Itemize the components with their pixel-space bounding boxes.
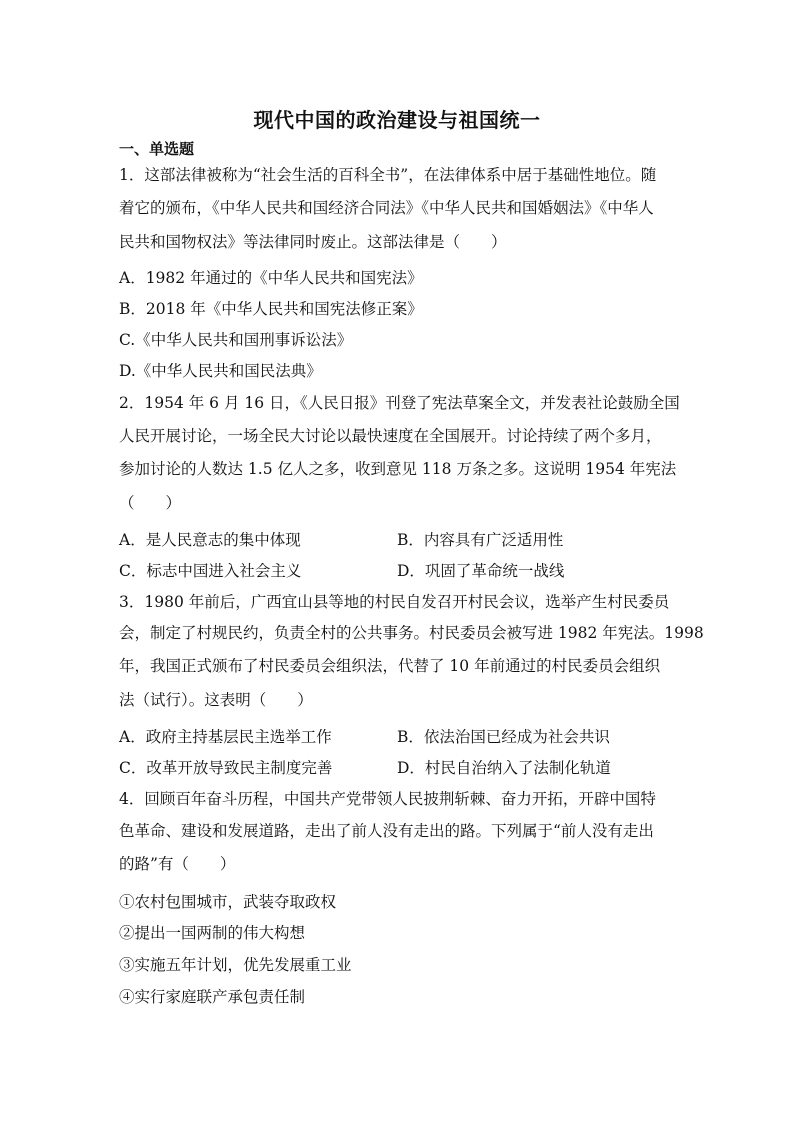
q4-line-1: 4．回顾百年奋斗历程，中国共产党带领人民披荆斩棘、奋力开拓，开辟中国特 [119,790,656,808]
q1-option-b: B．2018 年《中华人民共和国宪法修正案》 [119,300,423,318]
q3-line-3: 年，我国正式颁布了村民委员会组织法，代替了 10 年前通过的村民委员会组织 [119,657,661,675]
q4-item-1: ①农村包围城市，武装夺取政权 [119,893,337,911]
q1-option-c: C.《中华人民共和国刑事诉讼法》 [119,331,353,349]
page-title: 现代中国的政治建设与祖国统一 [253,108,541,132]
q2-option-b: B．内容具有广泛适用性 [397,531,564,549]
q2-line-1: 2．1954 年 6 月 16 日，《人民日报》刊登了宪法草案全文，并发表社论鼓励全国 [119,394,680,412]
q3-option-d: D．村民自治纳入了法制化轨道 [397,759,611,777]
q1-option-a: A．1982 年通过的《中华人民共和国宪法》 [119,269,423,287]
q2-line-2: 人民开展讨论，一场全民大讨论以最快速度在全国展开。讨论持续了两个多月， [119,427,662,445]
q1-option-d: D.《中华人民共和国民法典》 [119,362,322,380]
q3-option-c: C．改革开放导致民主制度完善 [119,759,333,777]
q3-line-4: 法（试行）。这表明（ ） [119,691,313,709]
q3-line-1: 3．1980 年前后，广西宜山县等地的村民自发召开村民会议，选举产生村民委员 [119,593,670,611]
q1-line-3: 民共和国物权法》等法律同时废止。这部法律是（ ） [119,233,507,251]
q2-line-4: （ ） [119,494,182,512]
q4-item-2: ②提出一国两制的伟大构想 [119,924,306,942]
q3-line-2: 会，制定了村规民约，负责全村的公共事务。村民委员会被写进 1982 年宪法。1998 [119,624,704,642]
q3-option-b: B．依法治国已经成为社会共识 [397,728,610,746]
q4-item-3: ③实施五年计划，优先发展重工业 [119,956,352,974]
q1-line-1: 1．这部法律被称为“社会生活的百科全书”，在法律体系中居于基础性地位。随 [119,166,657,184]
q2-option-d: D．巩固了革命统一战线 [397,562,565,580]
section-heading: 一、单选题 [119,140,195,158]
q3-option-a: A．政府主持基层民主选举工作 [119,728,332,746]
q4-line-3: 的路”有（ ） [119,855,236,873]
q4-line-2: 色革命、建设和发展道路，走出了前人没有走出的路。下列属于“前人没有走出 [119,822,654,840]
q1-line-2: 着它的颁布，《中华人民共和国经济合同法》《中华人民共和国婚姻法》《中华人 [119,199,654,217]
q4-item-4: ④实行家庭联产承包责任制 [119,988,306,1006]
q2-option-a: A．是人民意志的集中体现 [119,531,301,549]
q2-option-c: C．标志中国进入社会主义 [119,562,302,580]
q2-line-3: 参加讨论的人数达 1.5 亿人之多，收到意见 118 万条之多。这说明 1954 年宪法 [119,460,677,478]
